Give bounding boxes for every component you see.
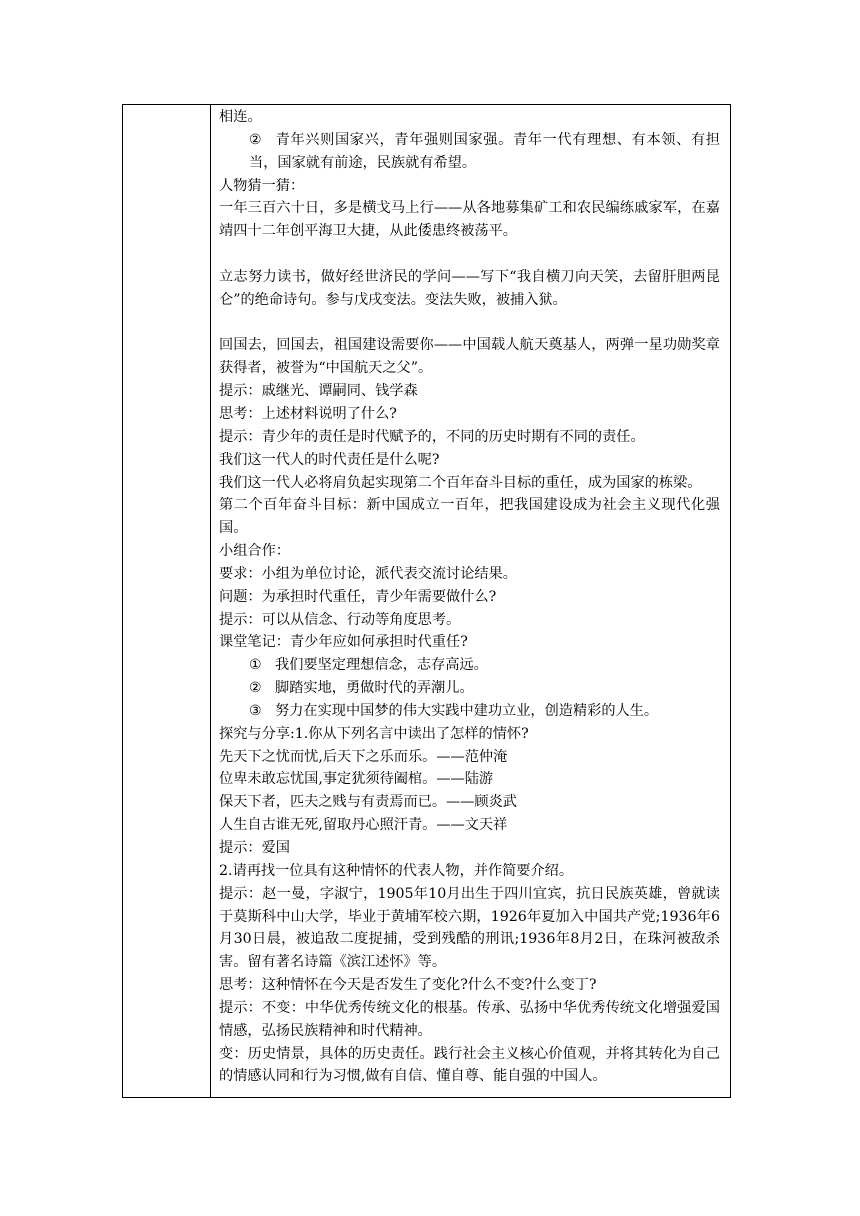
point-number: ① <box>249 657 262 674</box>
point-number: ② <box>249 680 262 697</box>
text-line: 第二个百年奋斗目标：新中国成立一百年，把我国建设成为社会主义现代化强国。 <box>219 497 720 537</box>
text-line: 人生自古谁无死,留取丹心照汗青。——文天祥 <box>219 817 508 834</box>
text-line: 课堂笔记：青少年应如何承担时代重任? <box>219 634 468 651</box>
point-number: ② <box>249 131 262 148</box>
lesson-table <box>122 104 731 1098</box>
point-text: 脚踏实地，勇做时代的弄潮儿。 <box>275 680 474 697</box>
text-line: 立志努力读书，做好经世济民的学问——写下“我自横刀向天笑，去留肝胆两昆仑”的绝命诗句。参与戊戌变法。变法失败，被捕入狱。 <box>219 268 720 308</box>
text-line: 相连。 <box>219 109 262 125</box>
text-line: 位卑未敢忘忧国,事定犹须待阖棺。——陆游 <box>219 771 494 788</box>
text-line: 2.请再找一位具有这种情怀的代表人物，并作简要介绍。 <box>219 862 574 879</box>
text-line: 提示：戚继光、谭嗣同、钱学森 <box>219 383 418 400</box>
text-line: 要求：小组为单位讨论，派代表交流讨论结果。 <box>219 565 517 582</box>
text-line: 提示：青少年的责任是时代赋予的，不同的历史时期有不同的责任。 <box>219 428 645 445</box>
text-line: 人物猜一猜： <box>219 177 305 194</box>
point-text: 青年兴则国家兴，青年强则国家强。青年一代有理想、有本领、有担当，国家就有前途，民族就有希望。 <box>249 131 720 171</box>
text-line: 变：历史情景，具体的历史责任。践行社会主义核心价值观，并将其转化为自己的情感认同和行为习惯,做有自信、懂自尊、能自强的中国人。 <box>219 1045 720 1085</box>
text-line: 提示：赵一曼，字淑宁，1905年10月出生于四川宜宾，抗日民族英雄，曾就读于莫斯科中山大学，毕业于黄埔军校六期，1926年夏加入中国共产党;1936年6月30日晨，被追敌二度捉捕，受到残酷的刑讯;1936年8月2日，在珠河被敌杀害。留有著名诗篇《滨江述怀》等。 <box>219 885 720 971</box>
text-line: 提示：爱国 <box>219 840 290 856</box>
numbered-point <box>219 700 720 723</box>
text-line: 保天下者，匹夫之贱与有责焉而已。——顾炎武 <box>219 794 517 811</box>
text-line: 提示：可以从信念、行动等角度思考。 <box>219 611 461 628</box>
numbered-point <box>219 129 720 175</box>
blank-line <box>219 243 720 266</box>
text-line: 提示：不变：中华优秀传统文化的根基。传承、弘扬中华优秀传统文化增强爱国情感，弘扬民族精神和时代精神。 <box>219 999 720 1039</box>
text-line: 我们这一代人的时代责任是什么呢? <box>219 451 440 468</box>
table-row <box>123 105 731 1098</box>
point-text: 我们要坚定理想信念，志存高远。 <box>275 657 488 674</box>
text-line: 探究与分享:1.你从下列名言中读出了怎样的情怀? <box>219 725 529 742</box>
numbered-point <box>219 654 720 677</box>
numbered-point <box>219 677 720 700</box>
text-line: 小组合作： <box>219 543 290 560</box>
text-line: 思考：这种情怀在今天是否发生了变化?什么不变?什么变丁? <box>219 977 597 994</box>
text-line: 先天下之忧而忧,后天下之乐而乐。——范仲淹 <box>219 748 508 765</box>
text-line: 问题：为承担时代重任，青少年需要做什么? <box>219 588 497 605</box>
blank-line <box>219 312 720 335</box>
content-cell <box>211 105 731 1098</box>
text-line: 我们这一代人必将肩负起实现第二个百年奋斗目标的重任，成为国家的栋梁。 <box>219 474 702 491</box>
text-line: 思考：上述材料说明了什么? <box>219 405 397 422</box>
point-number: ③ <box>249 702 262 719</box>
text-line: 一年三百六十日，多是横戈马上行——从各地募集矿工和农民编练戚家军，在嘉靖四十二年创平海卫大捷，从此倭患终被荡平。 <box>219 200 720 240</box>
left-column-cell <box>123 105 211 1098</box>
lesson-content <box>211 105 730 1088</box>
point-text: 努力在实现中国梦的伟大实践中建功立业，创造精彩的人生。 <box>275 702 659 719</box>
text-line: 回国去，回国去，祖国建设需要你——中国载人航天奠基人，两弹一星功勋奖章获得者，被誉为“中国航天之父”。 <box>219 337 720 377</box>
